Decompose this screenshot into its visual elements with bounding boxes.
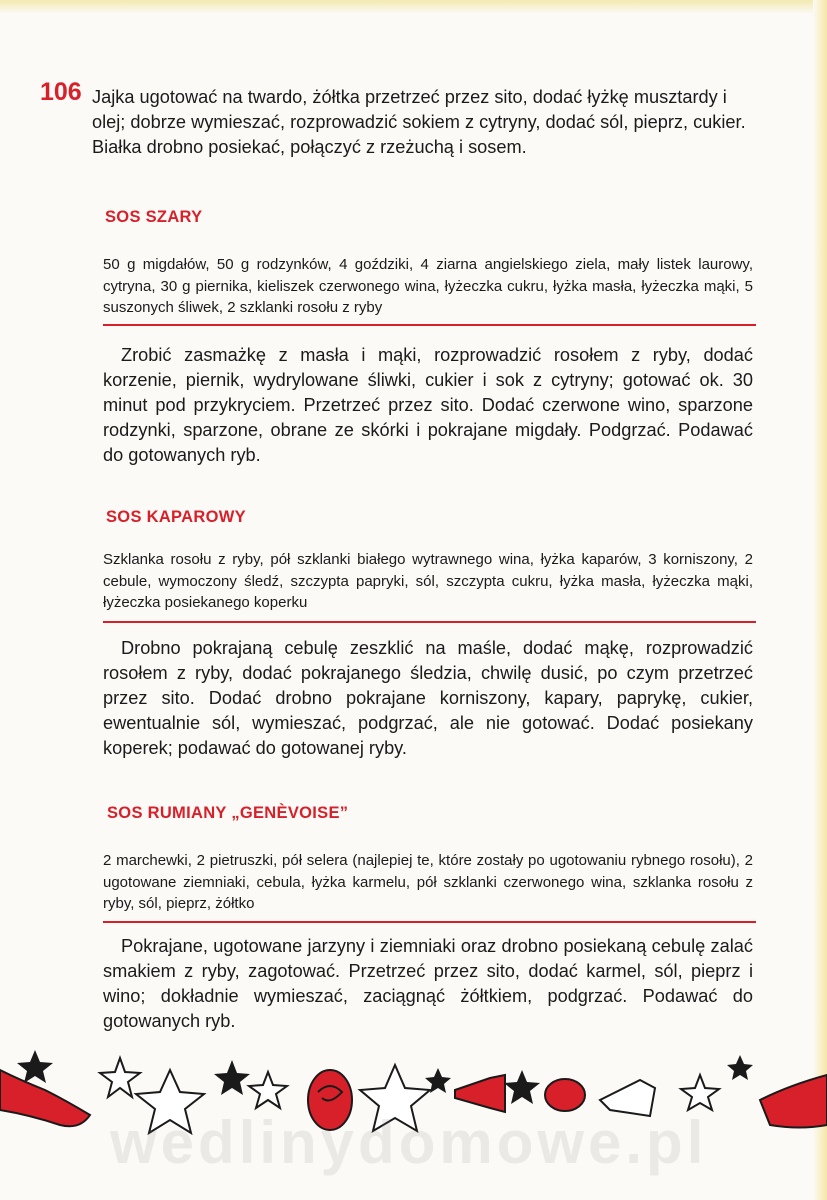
party-blower-icon (760, 1075, 827, 1128)
recipe-instructions: Pokrajane, ugotowane jarzyny i ziemniaki oraz drobno posiekaną cebulę zalać smakiem z ryby, zagotować. Przetrzeć przez sito, dodać karmel, sól, pieprz i wino; dokładnie wymieszać, zaciągnąć żółtkiem, podgrzać. Podawać do gotowanych ryb. (103, 936, 753, 1031)
recipe-ingredients: Szklanka rosołu z ryby, pół szklanki białego wytrawnego wina, łyżka kaparów, 3 korniszony, 2 cebule, wymoczony śledź, szczypta papryki, sól, szczypta cukru, łyżka masła, łyżeczka mąki, łyżeczka posiekanego koperku (103, 551, 753, 611)
trumpet-icon (455, 1075, 505, 1112)
section-divider (103, 324, 756, 326)
firecracker-icon (545, 1079, 585, 1111)
star-icon (681, 1075, 719, 1110)
star-icon (727, 1055, 753, 1080)
paper-right-edge (813, 0, 827, 1200)
section-divider (103, 621, 756, 623)
recipe-ingredients: 50 g migdałów, 50 g rodzynków, 4 goździki, 4 ziarna angielskiego ziela, mały listek laurowy, cytryna, 30 g piernika, kieliszek czerwonego wina, łyżeczka cukru, łyżka masła, łyżeczka mąki, 5 suszonych śliwek, 2 szklanki rosołu z ryby (103, 256, 753, 316)
recipe-ingredients: 2 marchewki, 2 pietruszki, pół selera (najlepiej te, które zostały po ugotowaniu rybnego rosołu), 2 ugotowane ziemniaki, cebula, łyżka karmelu, pół szklanki czerwonego wina, szklanka rosołu z ryby, sól, pieprz, żółtko (103, 852, 753, 912)
watermark: wedlinydomowe.pl (110, 1109, 708, 1176)
page-number: 106 (40, 78, 82, 106)
paper-top-edge (0, 0, 827, 14)
star-icon (504, 1070, 540, 1104)
recipe-instructions: Zrobić zasmażkę z masła i mąki, rozprowadzić rosołem z ryby, dodać korzenie, piernik, wydrylowane śliwki, cukier i sok z cytryny; gotować ok. 30 minut pod przykryciem. Przetrzeć przez sito. Dodać czerwone wino, sparzone rodzynki, sparzone, obrane ze skórki i pokrajane migdały. Podgrzać. Podawać do gotowanych ryb. (103, 345, 753, 465)
star-icon (17, 1050, 53, 1083)
party-blower-icon (0, 1070, 90, 1126)
intro-paragraph: Jajka ugotować na twardo, żółtka przetrzeć przez sito, dodać łyżkę musztardy i olej; dobrze wymieszać, rozprowadzić sokiem z cytryny, dodać sól, pieprz, cukier. Białka drobno posiekać, połączyć z rzeżuchą i sosem. (92, 87, 746, 157)
star-icon (214, 1060, 250, 1095)
star-icon (100, 1058, 140, 1097)
recipe-title-sos-kaparowy: SOS KAPAROWY (106, 508, 246, 526)
recipe-title-sos-rumiany: SOS RUMIANY „GENÈVOISE” (107, 804, 349, 822)
section-divider (103, 921, 756, 923)
recipe-title-sos-szary: SOS SZARY (105, 208, 203, 226)
star-icon (249, 1072, 287, 1108)
recipe-instructions: Drobno pokrajaną cebulę zeszklić na maśle, dodać mąkę, rozprowadzić rosołem z ryby, dodać pokrajanego śledzia, chwilę dusić, po czym przetrzeć przez sito. Dodać drobno pokrajane korniszony, kapary, paprykę, cukier, ewentualnie sól, wymieszać, podgrzać, ale nie gotować. Dodać posiekany koperek; podawać do gotowanej ryby. (103, 638, 753, 758)
